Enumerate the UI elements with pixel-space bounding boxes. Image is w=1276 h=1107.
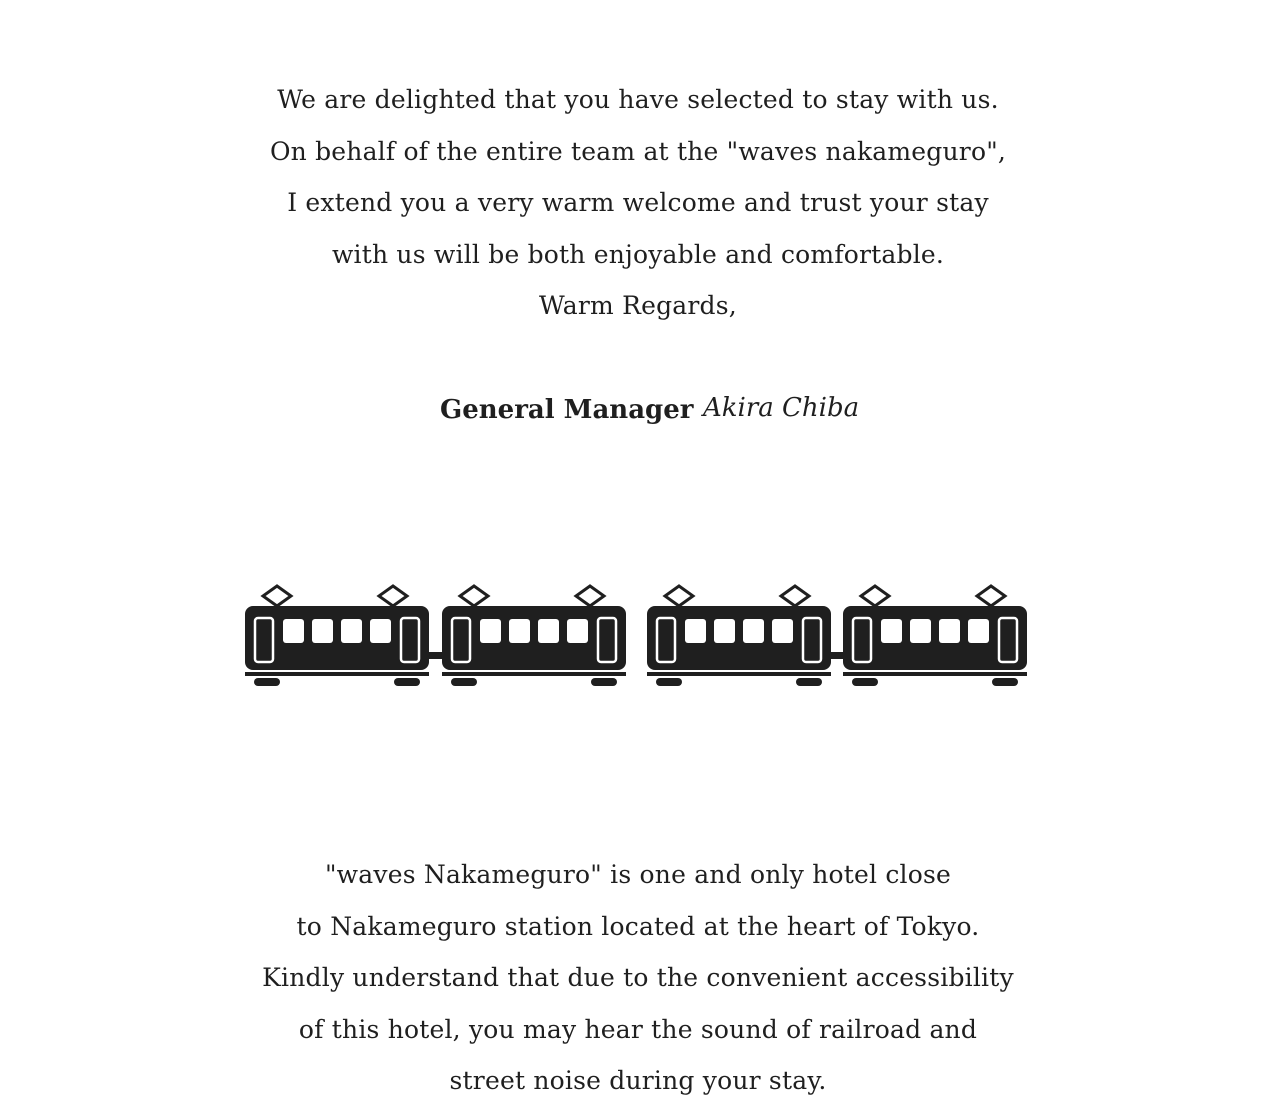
welcome-line: I extend you a very warm welcome and trust your stay xyxy=(287,188,989,217)
wheel xyxy=(394,678,420,686)
car-window xyxy=(370,619,391,643)
wheel xyxy=(852,678,878,686)
welcome-message xyxy=(0,74,1276,332)
closing-line: Warm Regards, xyxy=(539,291,737,320)
train-car xyxy=(647,586,847,686)
signature-name: Akira Chiba xyxy=(703,393,860,423)
pantograph xyxy=(263,586,291,606)
car-window xyxy=(743,619,764,643)
welcome-line: with us will be both enjoyable and comfortable. xyxy=(331,239,945,269)
train-car xyxy=(843,586,1027,686)
notice-line: to Nakameguro station located at the heart of Tokyo. xyxy=(296,911,980,941)
car-window xyxy=(714,619,735,643)
pantograph xyxy=(861,586,889,606)
car-window xyxy=(881,619,902,643)
wheel xyxy=(656,678,682,686)
car-window xyxy=(910,619,931,643)
notice-line: of this hotel, you may hear the sound of railroad and xyxy=(298,1014,978,1044)
car-window xyxy=(480,619,501,643)
pantograph xyxy=(665,586,693,606)
wheel xyxy=(451,678,477,686)
car-window xyxy=(772,619,793,643)
welcome-line: We are delighted that you have selected to stay with us. xyxy=(277,85,999,114)
wheel xyxy=(992,678,1018,686)
notice-line: "waves Nakameguro" is one and only hotel close xyxy=(324,860,952,889)
train-car xyxy=(245,586,445,686)
car-window xyxy=(968,619,989,643)
notice-line: Kindly understand that due to the convenient accessibility xyxy=(262,963,1014,992)
pantograph xyxy=(460,586,488,606)
wheel xyxy=(254,678,280,686)
car-window xyxy=(341,619,362,643)
pantograph xyxy=(781,586,809,606)
car-window xyxy=(538,619,559,643)
car-window xyxy=(509,619,530,643)
pantograph xyxy=(977,586,1005,606)
car-window xyxy=(567,619,588,643)
wheel xyxy=(591,678,617,686)
car-window xyxy=(312,619,333,643)
notice-line: street noise during your stay. xyxy=(449,1066,827,1095)
noise-notice xyxy=(0,849,1276,1107)
signature-title: General Manager xyxy=(440,395,694,425)
pantograph xyxy=(576,586,604,606)
welcome-line: On behalf of the entire team at the "waves nakameguro", xyxy=(269,136,1007,166)
pantograph xyxy=(379,586,407,606)
signature xyxy=(0,388,1276,432)
train-car xyxy=(442,586,626,686)
train-icon xyxy=(0,560,1276,700)
car-window xyxy=(685,619,706,643)
wheel xyxy=(796,678,822,686)
car-window xyxy=(283,619,304,643)
car-window xyxy=(939,619,960,643)
